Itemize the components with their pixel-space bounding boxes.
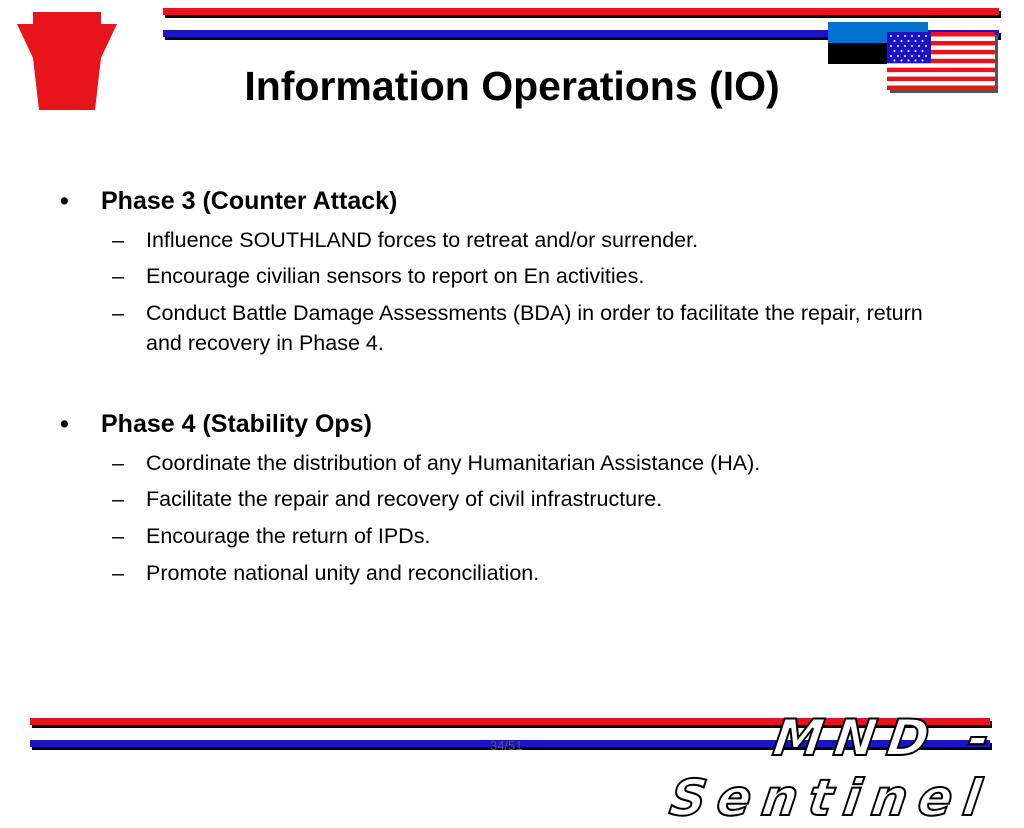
header-stripe-red <box>163 8 999 15</box>
bullet-icon: • <box>60 410 69 438</box>
section-heading-text: Phase 4 (Stability Ops) <box>101 410 372 438</box>
slide-title: Information Operations (IO) <box>244 63 780 109</box>
list-item-text: Encourage the return of IPDs. <box>146 524 431 548</box>
list-item-text: Coordinate the distribution of any Humanitarian Assistance (HA). <box>146 451 761 475</box>
dash-icon: – <box>112 301 124 325</box>
list-item-text: Influence SOUTHLAND forces to retreat and/or surrender. <box>146 228 699 252</box>
list-item-text: Encourage civilian sensors to report on En activities. <box>146 264 645 288</box>
list-item-text: Facilitate the repair and recovery of civil infrastructure. <box>146 487 663 511</box>
dash-icon: – <box>112 524 124 548</box>
list-item <box>112 558 932 588</box>
page-number: 34/51 <box>490 738 523 753</box>
dash-icon: – <box>112 228 124 252</box>
list-item <box>112 484 932 514</box>
list-item-text: Conduct Battle Damage Assessments (BDA) in order to facilitate the repair, return and recovery in Phase 4. <box>146 301 923 355</box>
list-item <box>112 298 932 358</box>
list-item <box>112 448 932 478</box>
list-item <box>112 261 932 291</box>
list-item-text: Promote national unity and reconciliation. <box>146 561 540 585</box>
footer-brand-logo: MND - Sentinel <box>666 709 1005 827</box>
dash-icon: – <box>112 451 124 475</box>
list-item <box>112 225 932 255</box>
dash-icon: – <box>112 487 124 511</box>
dash-icon: – <box>112 561 124 585</box>
dash-icon: – <box>112 264 124 288</box>
section-heading-text: Phase 3 (Counter Attack) <box>101 187 398 215</box>
bullet-icon: • <box>60 187 69 215</box>
list-item <box>112 521 932 551</box>
